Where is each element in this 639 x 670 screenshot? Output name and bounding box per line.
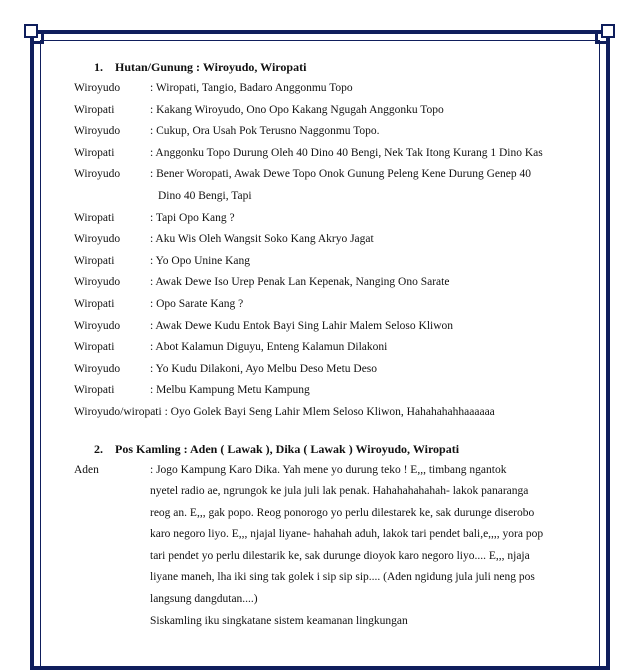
dialogue-row xyxy=(74,121,588,143)
dialogue-text: : Awak Dewe Kudu Entok Bayi Sing Lahir Malem Seloso Kliwon xyxy=(150,319,454,332)
section-number: 2. xyxy=(94,441,103,456)
dialogue-text: : Kakang Wiroyudo, Ono Opo Kakang Ngugah Anggonku Topo xyxy=(150,103,444,116)
dialogue-continuation xyxy=(74,481,588,611)
section-heading-2 xyxy=(94,438,588,460)
speaker-name: Wiropati xyxy=(74,384,115,397)
speaker-name: Wiroyudo xyxy=(74,362,121,375)
dialogue-closing-line: Wiroyudo/wiropati : Oyo Golek Bayi Seng Lahir Mlem Seloso Kliwon, Hahahahahhaaaaaa xyxy=(74,405,495,418)
section-title: Pos Kamling : Aden ( Lawak ), Dika ( Lawak ) Wiroyudo, Wiropati xyxy=(115,441,460,456)
speaker-name: Wiropati xyxy=(74,341,115,354)
dialogue-row xyxy=(74,78,588,100)
dialogue-section-1 xyxy=(74,78,588,402)
dialogue-continuation-line: reog an. E,,, gak popo. Reog ponorogo yo perlu dilestarek ke, sak durunge diserobo xyxy=(150,506,535,519)
section-heading-1 xyxy=(94,56,588,78)
speaker-name: Wiropati xyxy=(74,254,115,267)
speaker-name: Wiroyudo xyxy=(74,82,121,94)
dialogue-row xyxy=(74,229,588,251)
dialogue-row xyxy=(74,272,588,294)
speaker-name: Wiroyudo xyxy=(74,125,121,138)
dialogue-text: : Aku Wis Oleh Wangsit Soko Kang Akryo Jagat xyxy=(150,233,374,246)
dialogue-text: : Yo Opo Unine Kang xyxy=(150,254,250,267)
dialogue-continuation-line: Dino 40 Bengi, Tapi xyxy=(158,189,252,202)
speaker-name: Wiroyudo xyxy=(74,276,121,289)
document-body xyxy=(74,56,588,632)
dialogue-text: : Yo Kudu Dilakoni, Ayo Melbu Deso Metu Deso xyxy=(150,362,378,375)
dialogue-text: : Tapi Opo Kang ? xyxy=(150,211,235,224)
dialogue-row xyxy=(74,294,588,316)
dialogue-row xyxy=(74,100,588,122)
dialogue-row xyxy=(74,380,588,402)
speaker-name: Wiropati xyxy=(74,297,115,310)
speaker-name: Wiroyudo xyxy=(74,233,121,246)
speaker-name: Aden xyxy=(74,463,99,476)
dialogue-row xyxy=(74,143,588,165)
corner-ornament-top-left xyxy=(24,24,46,46)
dialogue-text: : Opo Sarate Kang ? xyxy=(150,297,244,310)
dialogue-row xyxy=(74,359,588,381)
speaker-name: Wiroyudo xyxy=(74,168,121,181)
dialogue-text: : Jogo Kampung Karo Dika. Yah mene yo durung teko ! E,,, timbang ngantok xyxy=(150,463,507,476)
dialogue-text: : Bener Woropati, Awak Dewe Topo Onok Gunung Peleng Kene Durung Genep 40 xyxy=(150,168,532,181)
dialogue-text: : Anggonku Topo Durung Oleh 40 Dino 40 Bengi, Nek Tak Itong Kurang 1 Dino Kas xyxy=(150,146,543,159)
dialogue-row xyxy=(74,337,588,359)
dialogue-row xyxy=(74,164,588,186)
dialogue-text: : Wiropati, Tangio, Badaro Anggonmu Topo xyxy=(150,82,353,94)
speaker-name: Wiropati xyxy=(74,103,115,116)
dialogue-row xyxy=(74,208,588,230)
dialogue-text: : Awak Dewe Iso Urep Penak Lan Kepenak, Nanging Ono Sarate xyxy=(150,276,450,289)
speaker-name: Wiroyudo xyxy=(74,319,121,332)
dialogue-row xyxy=(74,460,588,482)
dialogue-partial-line: Siskamling iku singkatane sistem keamanan lingkungan xyxy=(150,614,408,627)
section-title: Hutan/Gunung : Wiroyudo, Wiropati xyxy=(115,60,307,74)
dialogue-row xyxy=(74,251,588,273)
section-number: 1. xyxy=(94,60,103,74)
speaker-name: Wiropati xyxy=(74,146,115,159)
dialogue-row xyxy=(74,316,588,338)
dialogue-continuation-line: nyetel radio ae, ngrungok ke jula juli lak penak. Hahahahahahah- lakok panaranga xyxy=(150,485,529,498)
dialogue-text: : Cukup, Ora Usah Pok Terusno Naggonmu Topo. xyxy=(150,125,380,138)
dialogue-continuation-line: karo negoro liyo. E,,, njajal liyane- hahahah aduh, lakok tari pendet bali,e,,,, yora pop xyxy=(150,528,544,541)
dialogue-continuation-line: liyane maneh, lha iki sing tak golek i sip sip sip.... (Aden ngidung jula juli neng pos xyxy=(150,571,535,584)
corner-ornament-top-right xyxy=(593,24,615,46)
dialogue-text: : Melbu Kampung Metu Kampung xyxy=(150,384,310,397)
dialogue-text: : Abot Kalamun Diguyu, Enteng Kalamun Dilakoni xyxy=(150,341,388,354)
speaker-name: Wiropati xyxy=(74,211,115,224)
dialogue-continuation-line: langsung dangdutan....) xyxy=(150,593,258,606)
dialogue-continuation-line: tari pendet yo perlu dilestarik ke, sak durunge dioyok karo negoro liyo.... E,,, njaja xyxy=(150,549,530,562)
